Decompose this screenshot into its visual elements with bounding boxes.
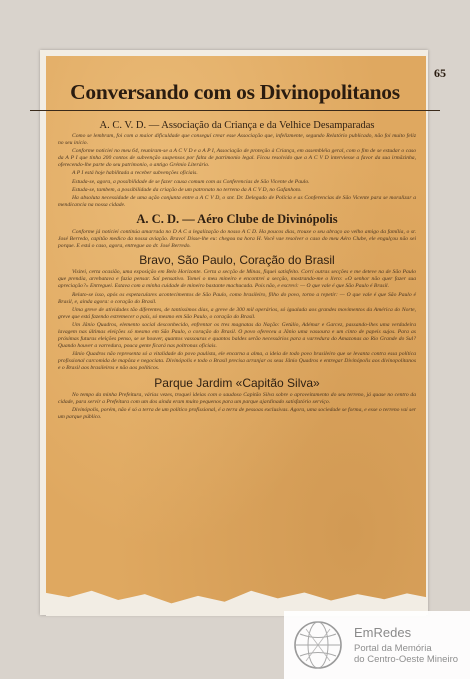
watermark-subtitle-line: do Centro-Oeste Mineiro <box>354 654 459 665</box>
paragraph: Conforme noticiei no meu 64, reuniram-se a A C V D e a A P I, Associação de proteção à Criança, em assembléia geral, com o fim de se estudar o caso da A P I que tinha 200 contos de subvenção suspensos por falta de patrimonio legal. Ficou resolvido que a A C V D interviesse a favor da sua irmãzinha, oferecendo-lhe parte do seu patrimonio, o antigo Grémio Literário. <box>58 148 416 169</box>
paragraph: Como se lembram, foi com a maior dificuldade que conseguí crear esse Associação que, infelizmente, segundo Relatório publicado, não foi muito feliz no seu início. <box>58 133 416 147</box>
paragraph: Estuda-se, tambem, a possibilidade da criação de um patronato no terreno da A C V D, no Gafanhoto. <box>72 186 302 193</box>
watermark-subtitle <box>354 643 458 665</box>
emredes-watermark <box>284 611 470 679</box>
article-body <box>58 120 416 422</box>
watermark-subtitle-line: Portal da Memória <box>354 643 432 654</box>
section-heading-acvd: A. C. V. D. — Associação da Criança e da Velhice Desamparadas <box>99 120 375 131</box>
paragraph: A P I está hoje habilitada a receber subvenções oficiais. <box>72 170 198 177</box>
globe-network-icon <box>292 619 344 671</box>
paragraph: Relato-se isso, após os espetaculares acontecimentos de São Paulo, como brasileiro, filho do povo, torno a repetir: — O que vale é que São Paulo é Brasil, e, ainda agora: o coração do Brasil. <box>58 291 416 305</box>
paragraph: Ha absoluta necessidade de uma ação conjunta entre a A C V D, o snr. Dr. Delegado de Polícia e as Conferencias de São Vicente para se moralizar a mendicancia na nossa cidade. <box>58 194 416 208</box>
paragraph: Uma greve de atividades tão diferentes, de tantissimos dias, a greve de 300 mil operários, só igualada aos grandes movimentos da América do Norte, greve que está fazendo estremecer o país, só mesmo em São Paulo, o coração do Brasil. <box>58 306 416 320</box>
paragraph: Um Jânio Quadros, elemento social desconhecido, enfrentar os tres magnatas da Nação: Getúlio, Adémar e Garcez, passando-lhes uma verdadeira lavagem nas últimas eleições só mesmo em São Paulo, o coração do Brasil. O povo ofereceu a Jânio uma vassoura e um cinto de papeis sujos. Para as próximas futuras eleições penso, se se houver, quantos vassouras e quantos baldes serão necessários para a varredura do Amazonas ao Rio Grande do Sul? Quando houver a varredura, pouca gente ficará nas poltronas oficiais. <box>58 321 416 350</box>
watermark-name: EmRedes <box>354 625 412 640</box>
section-heading-parque-jardim: Parque Jardim «Capitão Silva» <box>154 375 320 390</box>
paragraph: Visitei, certa ocasião, uma exposição em Belo Horizonte. Certa a secção de Minas, fiquei satisfeito. Corri outras secções e me deteve na de São Paulo que prendia, arrebatava e fazia pensar. Saí pensativo. Tomei o meu mineiro e encontrei a secção, mostrando-me o livro: «O senhor não quer fazer sua apreciação?» Entreguei. Estava com a minha cuidade de mineiro bastante machucada. Pois não, e escrevi: — O que vale é que São Paulo é Brasil. <box>58 269 416 290</box>
page-number: 65 <box>434 66 446 80</box>
paragraph: Conforme já noticiei continúa amarrada no D A C a legalização do nosso A C D. Ha poucos dias, trouxe o seu abraço ao velho amigo da família, o sr. José Berredo, capitão medico da nossa aviação. Bravo! Disse-lhe eu: chegou na hora H. Você vae resolver o caso do meu Aéro Clube, ele engulçou não sei porque. E está o caso, agora, entregue ao dr. José Berredo. <box>58 228 416 250</box>
page-title: Conversando com os Divinopolitanos <box>70 80 400 104</box>
section-heading-acd: A. C. D. — Aéro Clube de Divinópolis <box>136 211 338 226</box>
paragraph: Estuda-se, agora, a possibilidade de se fazer causa comum com as Conferencias de São Vicente de Paulo. <box>72 178 310 185</box>
section-heading-sao-paulo: Bravo, São Paulo, Coração do Brasil <box>139 253 335 268</box>
paragraph: Divinópolis, porém, não é só a terra de um político profissional, é a terra de pessoas exclusivas. Agora, uma sociedade se forma, e esse o terreno vai ser um parque público. <box>58 406 416 420</box>
torn-bottom-edge <box>46 574 426 616</box>
paragraph: Jânio Quadros não representa só a vitalidade do povo paulista, ele encarna a alma, a ideia de todo povo brasileiro que se levanta contra essa política profissional carcomida de mapôza e negociata. Divinópolis e todo o Brasil precisa arranjar os seus Jânio Quadros e entregar Divinópolis aos divinopolitanos e o Brasil aos brasileiros e não aos políticos. <box>58 351 416 372</box>
title-rule <box>30 110 440 111</box>
paragraph: No tempo da minha Prefeitura, várias vezes, troquei ideias com o saudoso Capitão Silva sobre o aproveitamento do seu terreno, já quase no centro da cidade, para servir a Prefeitura com um dos ainda eram muito pequenos para um parque ajardinado satisfatório serviço. <box>58 391 416 405</box>
